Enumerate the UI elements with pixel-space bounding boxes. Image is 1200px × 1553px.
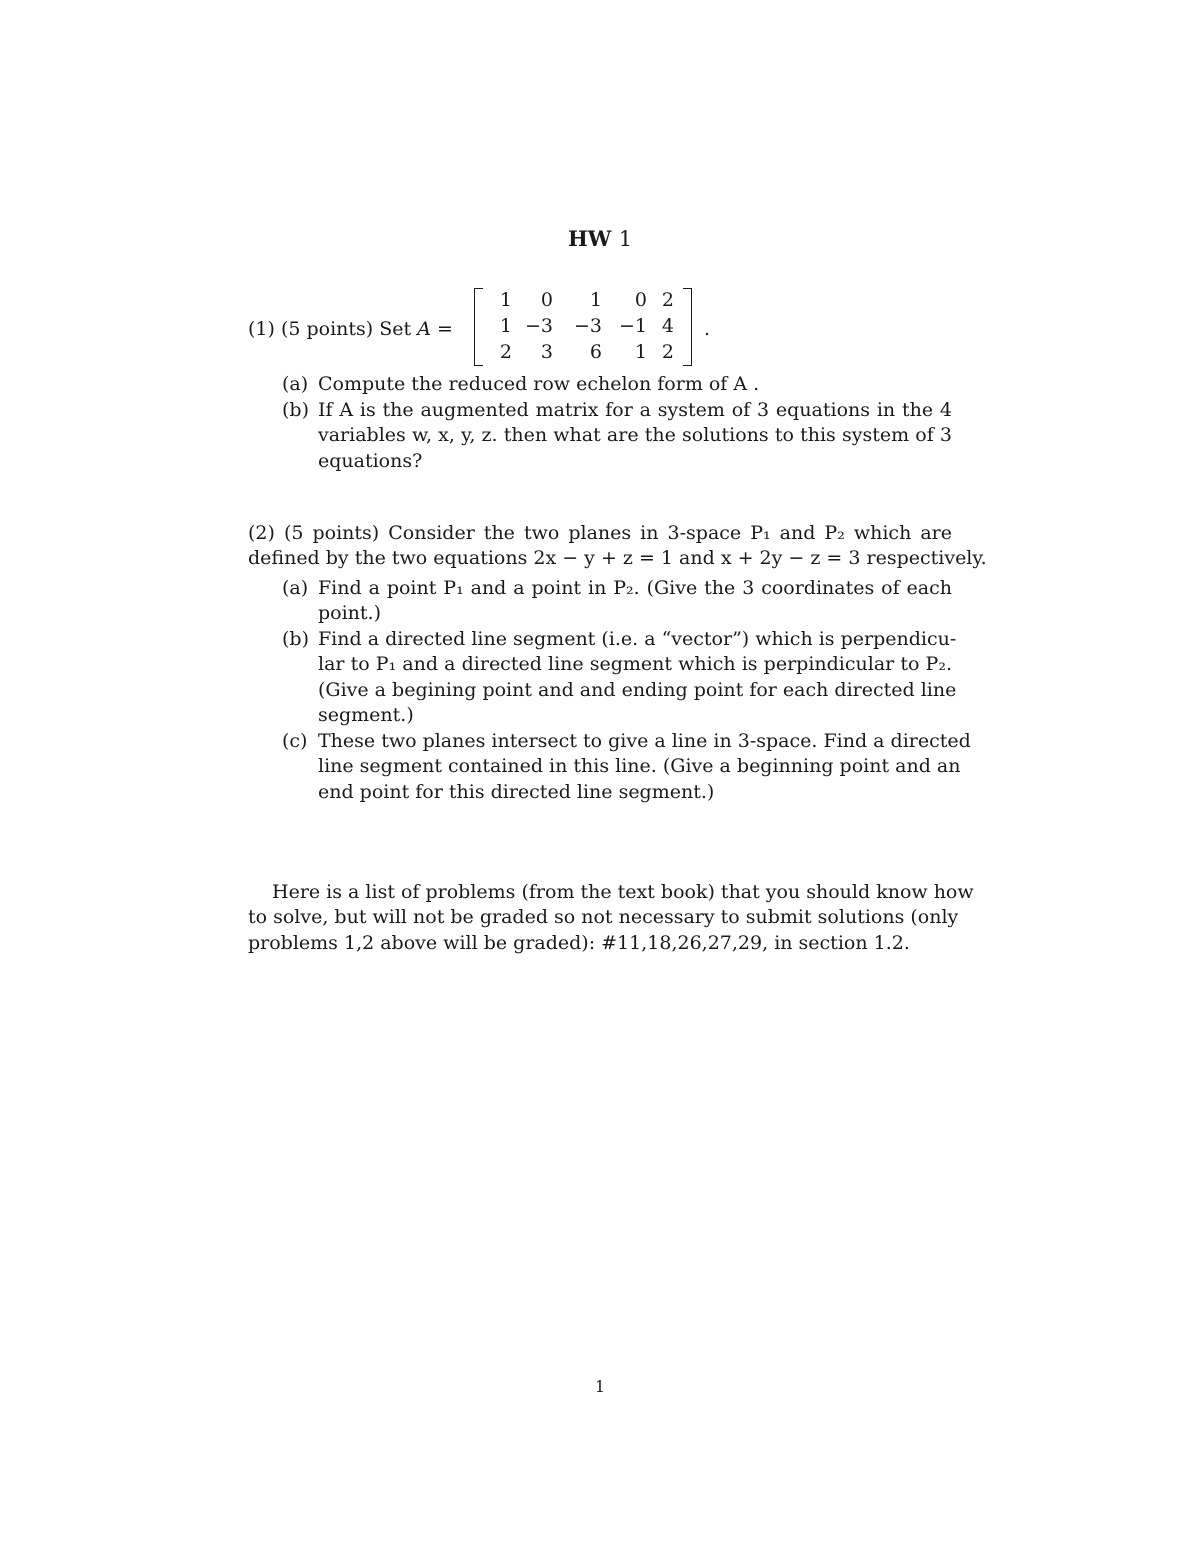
problem2-line: defined by the two equations 2x − y + z = 1 and x + 2y − z = 3 respectively. [248,547,987,569]
matrix-cell: 1 [589,289,602,311]
matrix-cell: 0 [634,289,647,311]
problem2-a-line: Find a point P₁ and a point in P₂. (Give the 3 coordinates of each [318,577,952,599]
page-number: 1 [594,1377,606,1396]
matrix-cell: 2 [499,341,512,363]
title-number: 1 [618,227,633,251]
problem2-c-line: These two planes intersect to give a line in 3-space. Find a directed [318,730,971,752]
matrix-cell: 3 [540,341,553,363]
problem2-a-label: (a) [282,577,309,599]
matrix-period: . [704,318,711,340]
problem1-b-line: If A is the augmented matrix for a system of 3 equations in the 4 [318,399,952,421]
matrix-cell: 4 [661,315,674,337]
problem1-intro: (1) (5 points) Set A = [248,318,453,340]
problem2-b-line: lar to P₁ and a directed line segment which is perpindicular to P₂. [318,653,952,675]
matrix-cell: 1 [634,341,647,363]
right-bracket [683,288,692,366]
problem2-b-line: segment.) [318,704,414,726]
title-label: HW [567,226,612,251]
problem2-b-line: Find a directed line segment (i.e. a “vector”) which is perpendicu- [318,628,957,650]
problem1-b-label: (b) [282,399,309,421]
problem2-a-line: point.) [318,602,382,624]
problem2-line: (2) (5 points) Consider the two planes in 3-space P₁ and P₂ which are [248,522,952,544]
matrix-cell: −1 [618,315,647,337]
matrix-cell: −3 [524,315,553,337]
matrix-a [474,288,692,364]
problem2-c-label: (c) [282,730,308,752]
matrix-cell: −3 [573,315,602,337]
problem1-b-line: variables w, x, y, z. then what are the solutions to this system of 3 [318,424,952,446]
note-line: Here is a list of problems (from the text book) that you should know how [272,881,974,903]
matrix-cell: 2 [661,289,674,311]
problem2-c-line: line segment contained in this line. (Give a beginning point and an [318,755,961,777]
matrix-cell: 1 [499,315,512,337]
matrix-cell: 6 [589,341,602,363]
problem2-b-label: (b) [282,628,309,650]
matrix-cell: 2 [661,341,674,363]
matrix-variable: A [417,318,431,340]
note-line: to solve, but will not be graded so not necessary to submit solutions (only [248,906,959,928]
matrix-cell: 0 [540,289,553,311]
problem1-b-line: equations? [318,450,423,472]
problem1-a-label: (a) [282,373,309,395]
problem1-a-text: Compute the reduced row echelon form of A . [318,373,760,395]
problem2-c-line: end point for this directed line segment.) [318,781,715,803]
note-line: problems 1,2 above will be graded): #11,18,26,27,29, in section 1.2. [248,932,910,954]
problem2-b-line: (Give a begining point and and ending point for each directed line [318,679,957,701]
matrix-cell: 1 [499,289,512,311]
page-title [0,226,1200,251]
